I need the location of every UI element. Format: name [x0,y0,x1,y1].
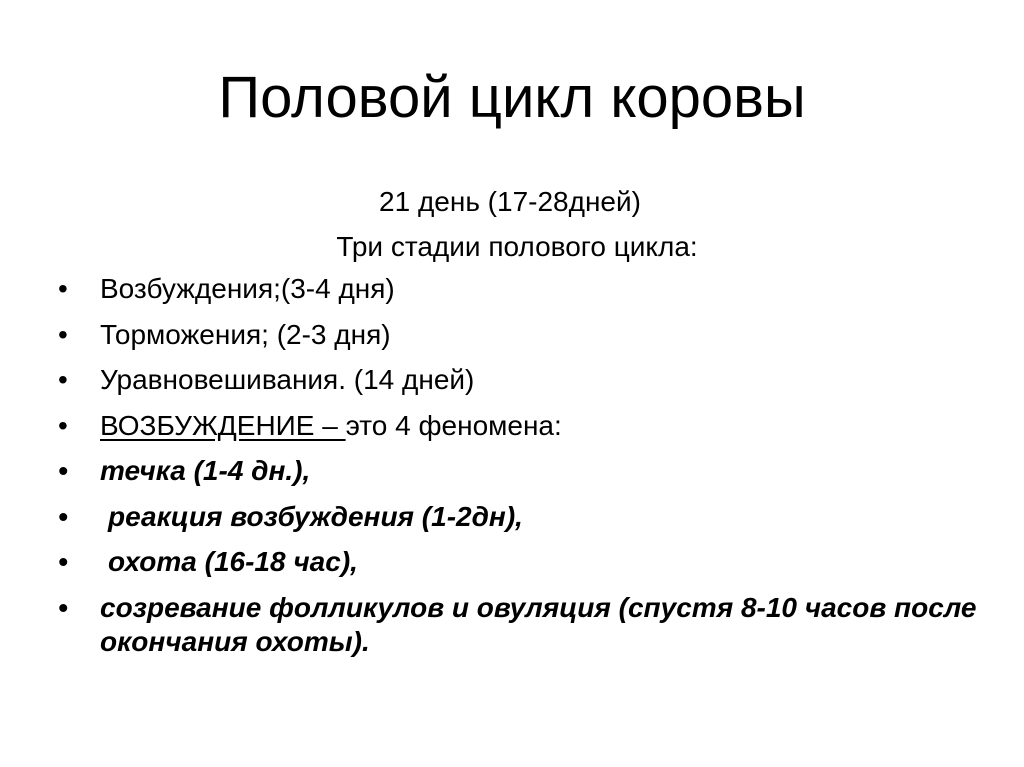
list-item-text: реакция возбуждения (1-2дн), [108,500,523,532]
list-item-excitation-phenomena [58,409,988,443]
bullet-icon: • [58,409,68,441]
list-item-text: охота (16-18 час), [108,546,358,577]
list-item-excitation [58,272,988,306]
underlined-term: ВОЗБУЖДЕНИЕ – [100,409,346,441]
slide-title: Половой цикл коровы [218,65,806,130]
list-item-heat [58,545,988,579]
list-item-balancing [58,363,988,397]
list-item-text: Торможения; (2-3 дня) [100,318,391,350]
bullet-icon: • [58,500,68,532]
bullet-icon: • [58,546,68,577]
list-item-text: это 4 феномена: [345,409,562,441]
list-item-text: течка (1-4 дн.), [100,455,311,486]
bullet-icon: • [58,318,68,350]
bullet-icon: • [58,455,68,486]
bullet-icon: • [58,591,68,623]
list-item-estrus [58,454,988,488]
bullet-icon: • [58,273,68,304]
list-item-text: созревание фолликулов и овуляция (спустя 8-10 часов после окончания охоты). [100,591,977,657]
bullet-icon: • [58,364,68,395]
list-item-excitation-reaction [58,500,988,534]
list-item-inhibition [58,318,988,352]
list-item-text: Возбуждения;(3-4 дня) [100,273,395,304]
stages-heading: Три стадии полового цикла: [336,231,698,262]
list-item-ovulation [58,591,988,659]
cycle-duration: 21 день (17-28дней) [379,186,641,217]
bullet-list [58,272,988,670]
list-item-text: Уравновешивания. (14 дней) [100,364,475,395]
